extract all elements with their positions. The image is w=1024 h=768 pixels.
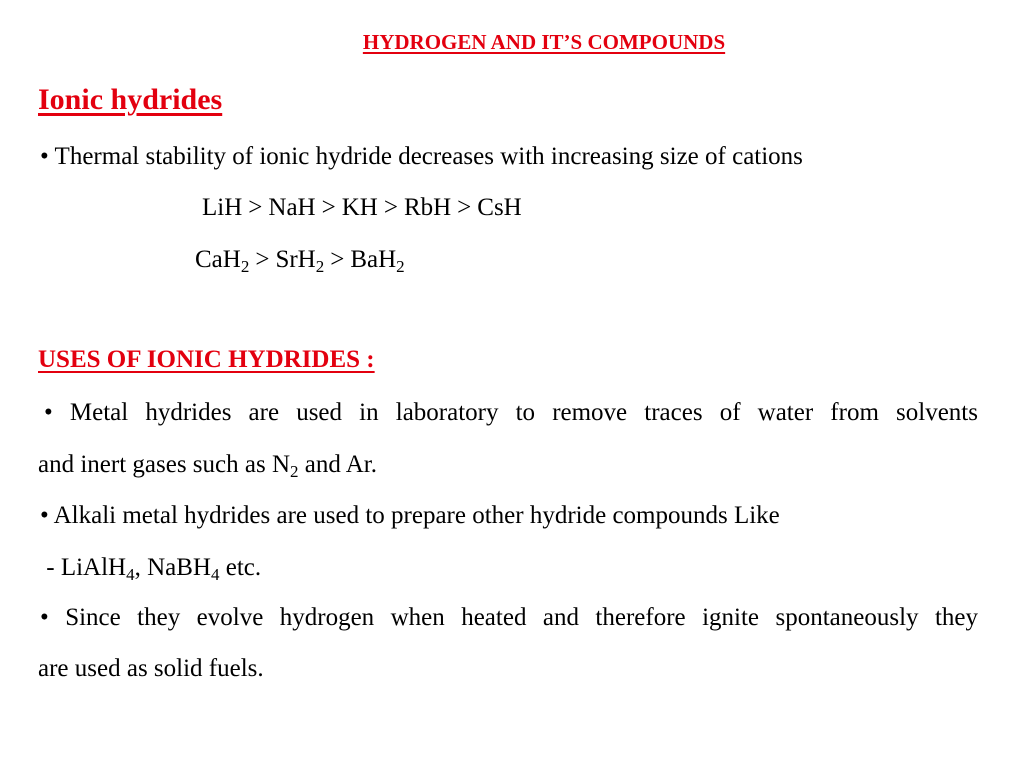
formula-srh2 (275, 246, 325, 276)
subscript: 4 (211, 564, 220, 584)
ionic-hydrides-heading: Ionic hydrides (38, 83, 223, 116)
uses-bullet-3-line-1: • Since they evolve hydrogen when heated and therefore ignite spontaneously they (40, 604, 978, 631)
greater-than-sign: > (321, 194, 336, 221)
text-run: and inert gases such as N (38, 451, 291, 478)
formula-bah-text: BaH (350, 246, 397, 273)
formula-rbh: RbH (403, 194, 452, 221)
uses-bullet-2: • Alkali metal hydrides are used to prepare other hydride compounds Like (40, 502, 780, 529)
subscript: 2 (290, 461, 299, 481)
subscript: 4 (126, 564, 135, 584)
greater-than-sign: > (330, 246, 345, 273)
page-title: HYDROGEN AND IT’S COMPOUNDS (362, 30, 726, 54)
greater-than-sign: > (457, 194, 472, 221)
formula-lih: LiH (202, 194, 243, 221)
formula-kh: KH (341, 194, 378, 221)
formula-bah2 (350, 246, 405, 276)
formula-nah: NaH (268, 194, 316, 221)
uses-bullet-3-line-2: are used as solid fuels. (38, 655, 264, 682)
text-run: , NaBH (134, 554, 211, 581)
text-run: etc. (219, 554, 262, 581)
uses-bullet-1-line-1: • Metal hydrides are used in laboratory to remove traces of water from solvents (44, 399, 978, 426)
formula-cah2 (195, 246, 250, 276)
subscript-2: 2 (240, 256, 250, 276)
formula-csh: CsH (477, 194, 522, 221)
stability-series-alkali (202, 193, 522, 223)
greater-than-sign: > (255, 246, 270, 273)
formula-srh-text: SrH (275, 246, 316, 273)
stability-series-alkaline-earth (195, 245, 405, 275)
thermal-stability-bullet: • Thermal stability of ionic hydride decreases with increasing size of cations (40, 143, 803, 170)
greater-than-sign: > (248, 194, 263, 221)
text-run: and Ar. (298, 451, 377, 478)
text-run: - LiAlH (40, 554, 127, 581)
subscript-2: 2 (315, 256, 325, 276)
greater-than-sign: > (383, 194, 398, 221)
subscript-2: 2 (396, 256, 405, 276)
uses-bullet-2-continued (40, 553, 261, 583)
uses-heading: USES OF IONIC HYDRIDES : (38, 346, 375, 373)
uses-bullet-1-line-2 (38, 450, 377, 480)
formula-cah-text: CaH (195, 246, 241, 273)
